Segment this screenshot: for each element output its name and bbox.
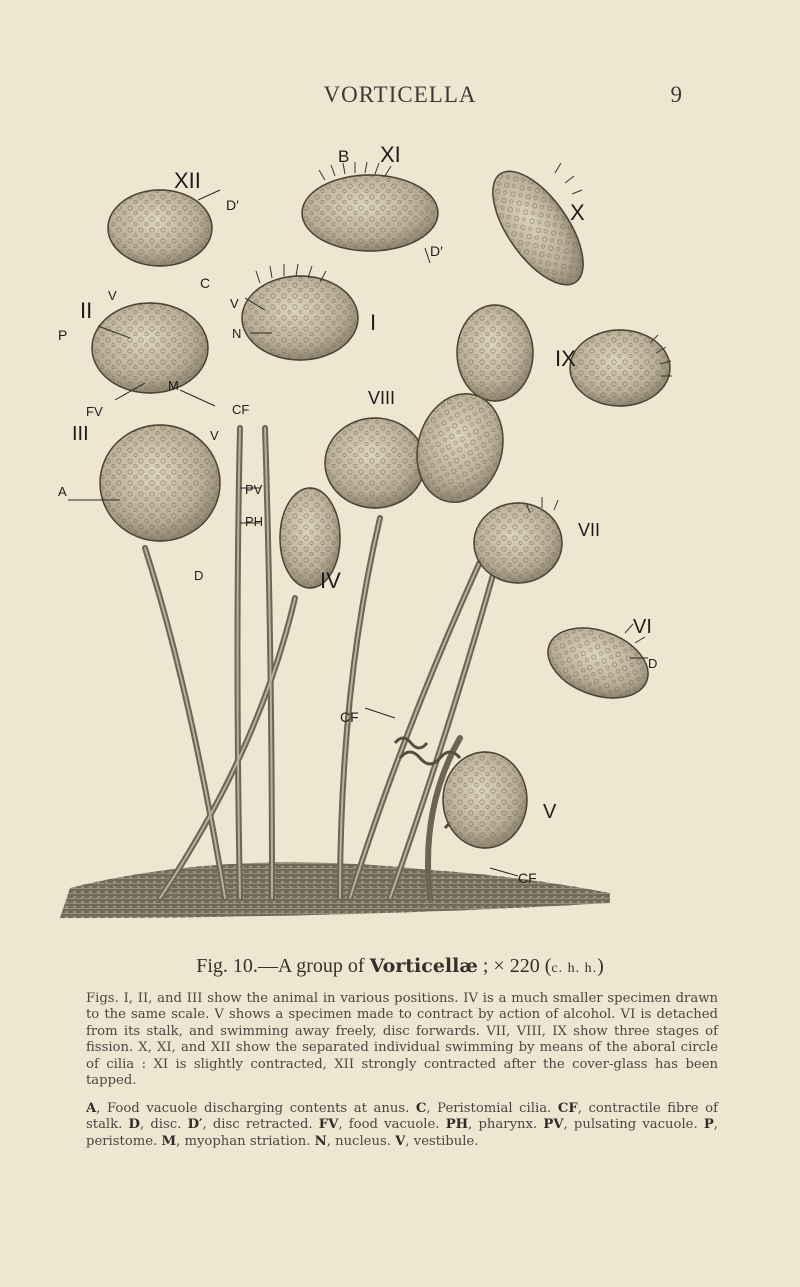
legend-text: , vestibule.	[405, 1133, 479, 1149]
legend-text: , food vacuole.	[338, 1117, 446, 1133]
label-iii: III	[72, 423, 89, 445]
legend-text: , disc retracted.	[202, 1117, 319, 1133]
legend-text: , pulsating vacuole.	[563, 1117, 704, 1133]
legend-key: D	[128, 1117, 140, 1133]
label-d-right: D	[648, 656, 658, 671]
label-i: I	[370, 310, 377, 335]
legend-key: A	[86, 1101, 97, 1116]
label-iv: IV	[320, 568, 341, 593]
figure-legend	[86, 1101, 718, 1150]
legend-key: D′	[187, 1117, 203, 1133]
legend-key: V	[395, 1133, 406, 1149]
legend-text: , contractile fibre of stalk.	[86, 1101, 718, 1133]
label-m: M	[168, 378, 179, 393]
label-p: P	[58, 327, 68, 343]
legend-key: PH	[445, 1117, 469, 1133]
zooids	[92, 157, 670, 848]
label-fv: FV	[86, 404, 103, 419]
legend-key: P	[703, 1117, 714, 1133]
legend-text: , nucleus.	[326, 1133, 396, 1149]
caption-prefix: Fig. 10.—A group of	[196, 955, 370, 977]
label-v-large: V	[543, 801, 557, 823]
label-v-mid: V	[210, 428, 219, 443]
figure-caption	[0, 955, 800, 978]
page-header	[0, 82, 800, 112]
label-x: X	[570, 200, 585, 225]
vorticella-illustration	[50, 128, 750, 943]
label-b: B	[338, 147, 350, 166]
label-v-small: V	[108, 288, 117, 303]
legend-key: M	[161, 1133, 177, 1149]
label-viii: VIII	[368, 388, 396, 408]
label-a: A	[58, 484, 67, 499]
caption-credit: c. h. h.	[551, 961, 598, 976]
legend-key: C	[415, 1101, 427, 1116]
legend-text: , Food vacuole discharging contents at anus.	[96, 1101, 416, 1116]
label-d-left: D	[194, 568, 204, 583]
label-c: C	[200, 275, 211, 291]
caption-suffix: )	[597, 955, 604, 977]
label-vi: VI	[633, 616, 652, 638]
label-n: N	[232, 326, 242, 341]
figure-description: Figs. I, II, and III show the animal in various positions. IV is a much smaller specimen drawn to the same scale. V shows a specimen made to contract by action of alcohol. VI is detached from its stalk, and swimming away freely, disc forwards. VII, VIII, IX show three stages of fission. X, XI, and XII show the separated individual swimming by means of the aboral circle of cilia : XI is slightly contracted, XII strongly contracted after the cover-glass has been tapped.	[86, 991, 718, 1089]
legend-key: N	[314, 1133, 327, 1149]
label-pv: PV	[245, 482, 263, 497]
legend-text: , disc.	[139, 1117, 188, 1133]
running-title: VORTICELLA	[323, 82, 477, 107]
legend-text: , Peristomial cilia.	[426, 1101, 558, 1116]
legend-key: CF	[557, 1101, 578, 1116]
label-xii: XII	[174, 168, 201, 193]
label-cf-mid: CF	[340, 709, 359, 725]
caption-genus: Vorticellæ	[369, 955, 478, 977]
legend-text: , myophan striation.	[176, 1133, 315, 1149]
label-cf-upper: CF	[232, 402, 250, 417]
label-cf-lower: CF	[518, 870, 537, 886]
label-d-prime-top-right: D′	[430, 243, 443, 259]
label-d-prime-top-left: D′	[226, 197, 239, 213]
legend-text: , peristome.	[86, 1117, 718, 1149]
label-xi: XI	[380, 142, 401, 167]
page-number: 9	[670, 82, 682, 107]
label-ph: PH	[245, 514, 264, 529]
label-vii: VII	[578, 520, 601, 540]
legend-key: FV	[318, 1117, 339, 1133]
label-v-upper: V	[230, 296, 239, 311]
legend-key: PV	[543, 1117, 564, 1133]
label-ix: IX	[555, 346, 576, 371]
caption-mid: ; × 220 (	[477, 955, 552, 977]
legend-text: , pharynx.	[468, 1117, 544, 1133]
label-ii: II	[80, 298, 93, 323]
